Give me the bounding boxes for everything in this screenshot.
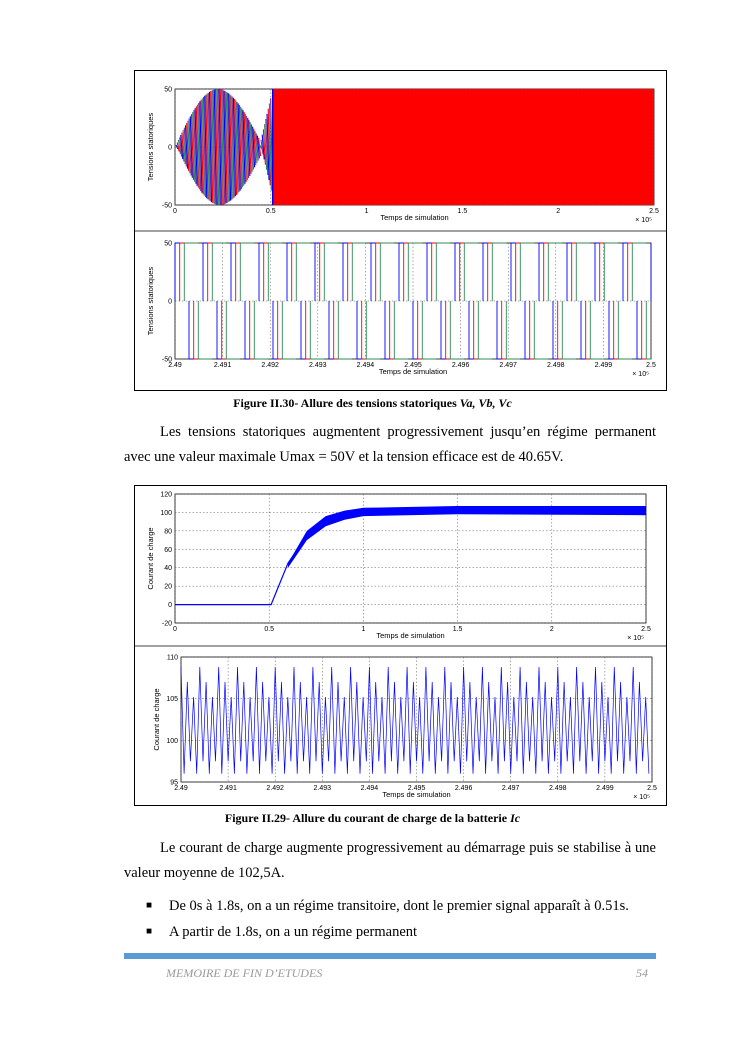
x-tick-label: 2 <box>556 208 561 215</box>
chart-current-zoom <box>152 655 657 802</box>
x-tick-label: 2.495 <box>407 785 426 792</box>
y-tick-label: 40 <box>164 565 172 573</box>
y-tick-label: -50 <box>161 202 172 210</box>
bullet-icon: ■ <box>146 926 153 937</box>
x-tick-label: 1.5 <box>457 208 468 215</box>
x-tick-label: 2.49 <box>168 362 182 369</box>
bullet-item <box>146 924 417 941</box>
current-charts <box>135 486 666 805</box>
figure-caption-voltages <box>0 396 745 411</box>
bullet-text: De 0s à 1.8s, on a un régime transitoire, dont le premier signal apparaît à 0.51s. <box>169 898 629 914</box>
chart-current-full <box>146 492 651 643</box>
bullet-text: A partir de 1.8s, on a un régime permanent <box>169 924 418 940</box>
x-tick-label: 2.496 <box>451 362 470 369</box>
paragraph-text: Les tensions statoriques augmentent progressivement jusqu’en régime permanent avec une valeur maximale Umax = 50V et la tension efficace est de 40.65V. <box>124 424 656 465</box>
x-tick-label: 2.499 <box>596 785 614 792</box>
x-multiplier-label: × 10⁵ <box>627 635 644 642</box>
caption-text: Figure II.30- Allure des tensions statoriques <box>233 396 460 410</box>
y-tick-label: 110 <box>166 654 178 662</box>
caption-italic: Va, Vb, Vc <box>459 396 512 410</box>
x-axis-label: Temps de simulation <box>376 631 445 640</box>
series-fill <box>273 89 654 205</box>
x-tick-label: 2.494 <box>356 362 375 369</box>
x-tick-label: 0.5 <box>265 208 276 215</box>
chart-voltages-full <box>146 87 659 225</box>
x-tick-label: 2.498 <box>549 785 567 792</box>
x-tick-label: 2.5 <box>646 362 656 369</box>
y-axis-label: Courant de charge <box>146 527 155 590</box>
x-tick-label: 2.5 <box>647 785 657 792</box>
x-tick-label: 1 <box>364 208 369 215</box>
chart-voltages-zoom <box>146 241 656 379</box>
x-tick-label: 0 <box>173 208 177 215</box>
y-tick-label: 105 <box>166 696 178 704</box>
x-tick-label: 2.497 <box>499 362 517 369</box>
x-tick-label: 2.496 <box>454 785 473 792</box>
caption-text: Figure II.29- Allure du courant de charge de la batterie <box>224 811 511 825</box>
x-axis-label: Temps de simulation <box>378 367 448 376</box>
x-tick-label: 0 <box>173 626 177 633</box>
x-tick-label: 2.49 <box>174 785 188 792</box>
footer-title: MEMOIRE DE FIN D’ETUDES <box>166 966 323 980</box>
y-tick-label: -20 <box>161 620 172 628</box>
x-tick-label: 2.5 <box>641 626 651 633</box>
caption-italic: Ic <box>510 811 521 825</box>
voltage-charts <box>135 71 666 390</box>
bullet-icon: ■ <box>146 900 153 911</box>
y-tick-label: 120 <box>160 491 172 499</box>
y-tick-label: 80 <box>164 528 172 536</box>
y-tick-label: 100 <box>160 509 172 517</box>
x-tick-label: 2.494 <box>360 785 379 792</box>
figure-current <box>134 485 667 806</box>
y-axis-label: Tensions statoriques <box>146 112 155 182</box>
x-tick-label: 2.492 <box>266 785 284 792</box>
x-tick-label: 1.5 <box>452 626 463 633</box>
x-tick-label: 2.5 <box>649 208 659 215</box>
x-axis-label: Temps de simulation <box>382 790 451 799</box>
x-multiplier-label: × 10⁵ <box>632 371 649 378</box>
y-tick-label: 50 <box>164 86 172 94</box>
x-tick-label: 0.5 <box>264 626 275 633</box>
x-tick-label: 2.499 <box>594 362 613 369</box>
x-tick-label: 2.497 <box>501 785 520 792</box>
x-tick-label: 1 <box>361 626 366 633</box>
figure-caption-current <box>0 811 745 826</box>
y-tick-label: 95 <box>170 779 178 787</box>
x-tick-label: 2 <box>549 626 554 633</box>
x-tick-label: 2.491 <box>219 785 237 792</box>
paragraph-text: Le courant de charge augmente progressivement au démarrage puis se stabilise à une valeur moyenne de 102,5A. <box>124 840 656 881</box>
y-tick-label: 0 <box>168 602 172 610</box>
y-axis-label: Tensions statoriques <box>146 266 155 336</box>
x-axis-label: Temps de simulation <box>380 213 449 222</box>
y-tick-label: 20 <box>164 583 172 591</box>
footer-bar <box>124 953 656 959</box>
y-tick-label: 100 <box>166 737 178 745</box>
x-multiplier-label: × 10⁵ <box>633 794 650 801</box>
y-tick-label: 50 <box>164 240 172 248</box>
x-tick-label: 2.493 <box>313 785 332 792</box>
x-tick-label: 2.493 <box>309 362 327 369</box>
bullet-item <box>146 898 629 915</box>
y-tick-label: 60 <box>164 546 172 554</box>
y-tick-label: 0 <box>168 298 172 306</box>
page-number: 54 <box>636 966 648 980</box>
x-tick-label: 2.495 <box>404 362 422 369</box>
y-tick-label: -50 <box>161 356 172 364</box>
y-tick-label: 0 <box>168 144 172 152</box>
y-axis-label: Courant de charge <box>152 688 161 751</box>
x-tick-label: 2.491 <box>213 362 232 369</box>
paragraph-current <box>124 836 656 886</box>
figure-voltages <box>134 70 667 391</box>
paragraph-voltages <box>124 420 656 470</box>
x-tick-label: 2.498 <box>547 362 565 369</box>
x-multiplier-label: × 10⁵ <box>635 217 652 224</box>
x-tick-label: 2.492 <box>261 362 279 369</box>
